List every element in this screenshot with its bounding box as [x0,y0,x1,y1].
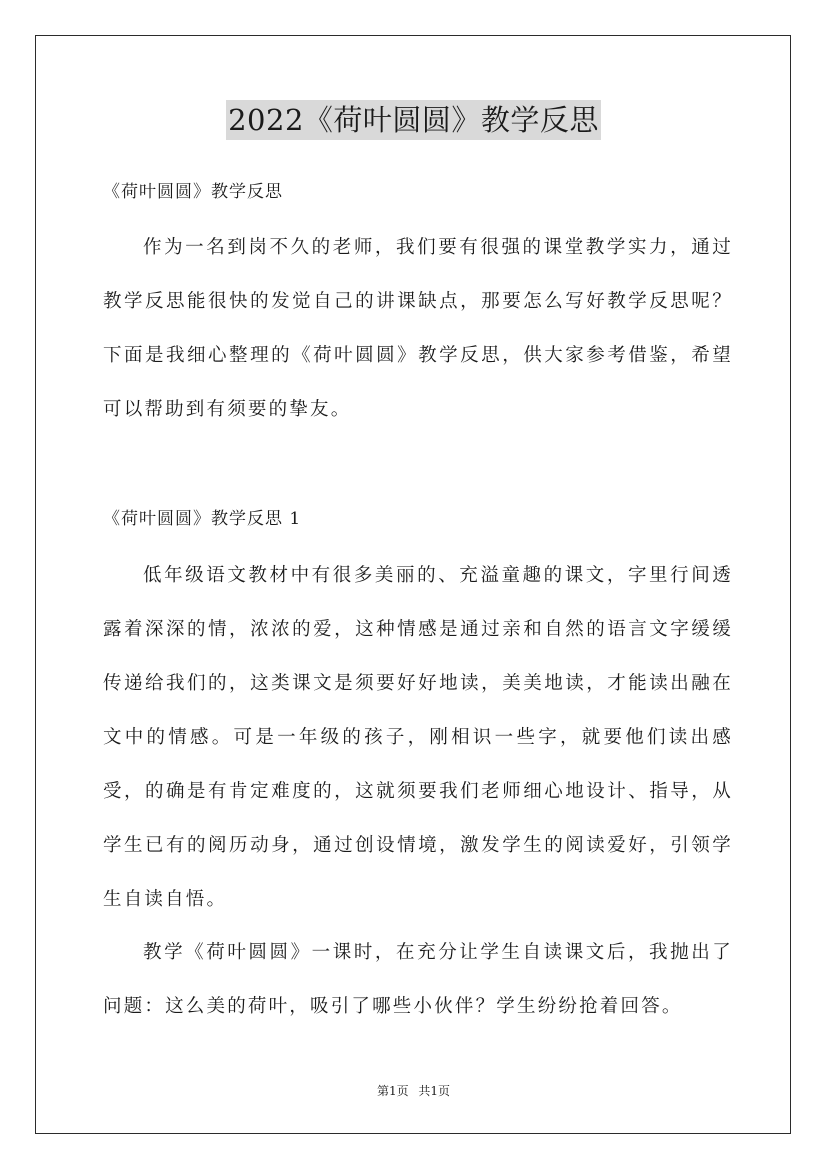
title-container [0,100,827,140]
page-footer [0,1083,827,1099]
section1-heading: 《荷叶圆圆》教学反思 1 [103,509,302,529]
section1-paragraph: 教学《荷叶圆圆》一课时，在充分让学生自读课文后，我抛出了问题：这么美的荷叶，吸引了哪些小伙伴？学生纷纷抢着回答。 [103,942,733,1017]
document-title: 2022《荷叶圆圆》教学反思 [226,100,601,140]
section1-paragraph: 低年级语文教材中有很多美丽的、充溢童趣的课文，字里行间透露着深深的情，浓浓的爱，这种情感是通过亲和自然的语言文字缓缓传递给我们的，这类课文是须要好好地读，美美地读，才能读出融在文中的情感。可是一年级的孩子，刚相识一些字，就要他们读出感受，的确是有肯定难度的，这就须要我们老师细心地设计、指导，从学生已有的阅历动身，通过创设情境，激发学生的阅读爱好，引领学生自读自悟。 [103,565,733,910]
intro-paragraph: 作为一名到岗不久的老师，我们要有很强的课堂教学实力，通过教学反思能很快的发觉自己的讲课缺点，那要怎么写好教学反思呢？下面是我细心整理的《荷叶圆圆》教学反思，供大家参考借鉴，希望可以帮助到有须要的挚友。 [103,237,733,420]
page-number: 第1页 [376,1084,409,1098]
intro-heading: 《荷叶圆圆》教学反思 [103,182,283,202]
page-total: 共1页 [418,1084,451,1098]
